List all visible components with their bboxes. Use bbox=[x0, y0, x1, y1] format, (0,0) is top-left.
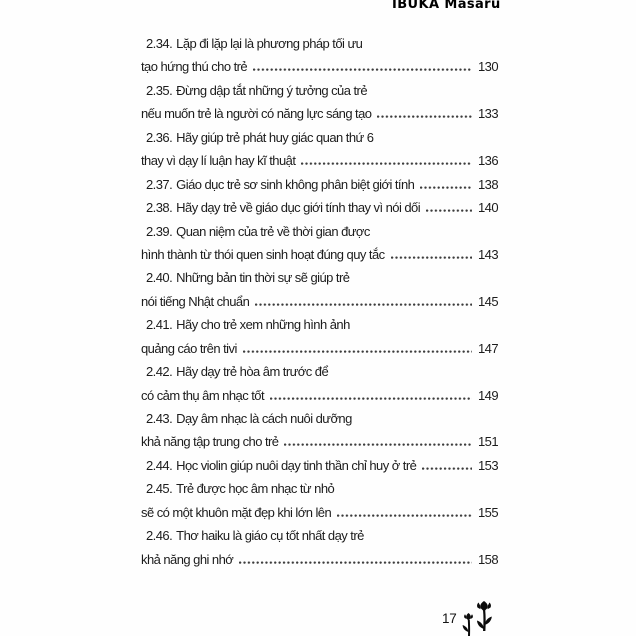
toc-entry bbox=[141, 200, 498, 223]
toc-entry-line-continuation bbox=[141, 388, 498, 411]
toc-entry-line-continuation bbox=[141, 106, 498, 129]
entry-title-text: Đừng dập tắt những ý tưởng của trẻ bbox=[176, 82, 368, 98]
entry-page-number: 145 bbox=[477, 293, 498, 309]
entry-page-number: 155 bbox=[477, 504, 498, 520]
entry-text-group bbox=[146, 224, 370, 239]
toc-entry-line-first bbox=[141, 528, 498, 551]
table-of-contents bbox=[141, 36, 498, 575]
entry-text-group bbox=[141, 341, 237, 356]
toc-entry bbox=[141, 364, 498, 411]
entry-page-number: 151 bbox=[477, 434, 498, 450]
dotted-leader bbox=[426, 208, 472, 212]
entry-title-text: nếu muốn trẻ là người có năng lực sáng tạo bbox=[141, 106, 372, 122]
entry-title-text: nói tiếng Nhật chuẩn bbox=[141, 293, 250, 309]
entry-text-group bbox=[146, 83, 367, 98]
toc-entry-line-first bbox=[141, 36, 498, 59]
entry-title-text: Quan niệm của trẻ về thời gian được bbox=[176, 223, 370, 239]
dotted-leader bbox=[284, 442, 471, 446]
entry-number: 2.46. bbox=[146, 528, 173, 544]
entry-title-text: Học violin giúp nuôi dạy tinh thần chỉ huy ở trẻ bbox=[176, 457, 417, 473]
entry-text-group bbox=[146, 36, 362, 51]
entry-title-text: Lặp đi lặp lại là phương pháp tối ưu bbox=[176, 36, 363, 51]
toc-entry-line-continuation bbox=[141, 294, 498, 317]
entry-title-text: quảng cáo trên tivi bbox=[141, 340, 237, 356]
entry-text-group bbox=[146, 481, 334, 496]
page-footer bbox=[442, 601, 495, 636]
entry-text-group bbox=[146, 317, 350, 332]
toc-entry-line-first bbox=[141, 364, 498, 387]
entry-number: 2.35. bbox=[146, 82, 173, 98]
entry-text-group bbox=[146, 200, 420, 215]
toc-entry bbox=[141, 83, 498, 130]
toc-entry-line-continuation bbox=[141, 153, 498, 176]
entry-page-number: 136 bbox=[477, 153, 498, 169]
entry-title-text: Giáo dục trẻ sơ sinh không phân biệt giới tính bbox=[176, 176, 415, 192]
entry-text-group bbox=[141, 153, 295, 168]
entry-title-text: Hãy dạy trẻ hòa âm trước để bbox=[176, 364, 329, 380]
entry-text-group bbox=[146, 458, 416, 473]
toc-entry bbox=[141, 528, 498, 575]
toc-entry-line-continuation bbox=[141, 59, 498, 82]
toc-entry-line-first bbox=[141, 411, 498, 434]
entry-page-number: 138 bbox=[477, 176, 498, 192]
header-author: IBUKA Masaru bbox=[392, 0, 501, 12]
entry-text-group bbox=[141, 294, 249, 309]
entry-title-text: tạo hứng thú cho trẻ bbox=[141, 59, 248, 75]
toc-entry bbox=[141, 36, 498, 83]
toc-entry-line-first bbox=[141, 130, 498, 153]
entry-page-number: 140 bbox=[477, 200, 498, 216]
folio-page-number: 17 bbox=[442, 611, 457, 626]
dotted-leader bbox=[420, 185, 472, 189]
entry-number: 2.40. bbox=[146, 270, 173, 286]
entry-text-group bbox=[146, 130, 373, 145]
entry-title-text: Những bản tin thời sự sẽ giúp trẻ bbox=[176, 270, 350, 286]
entry-number: 2.44. bbox=[146, 457, 173, 473]
entry-text-group bbox=[146, 270, 349, 285]
toc-entry bbox=[141, 224, 498, 271]
toc-entry-line-first bbox=[141, 317, 498, 340]
entry-number: 2.43. bbox=[146, 411, 173, 426]
dotted-leader bbox=[270, 396, 472, 400]
toc-entry bbox=[141, 481, 498, 528]
entry-text-group bbox=[141, 552, 233, 567]
entry-page-number: 158 bbox=[477, 551, 498, 567]
toc-entry-line-continuation bbox=[141, 247, 498, 270]
entry-number: 2.38. bbox=[146, 200, 173, 216]
entry-title-text: Hãy giúp trẻ phát huy giác quan thứ 6 bbox=[176, 129, 374, 145]
toc-entry-line-first bbox=[141, 458, 498, 481]
entry-title-text: thay vì dạy lí luận hay kĩ thuật bbox=[141, 153, 296, 169]
entry-text-group bbox=[146, 528, 364, 543]
entry-page-number: 153 bbox=[477, 457, 498, 473]
entry-title-text: Dạy âm nhạc là cách nuôi dưỡng bbox=[176, 411, 352, 426]
dotted-leader bbox=[422, 466, 472, 470]
entry-number: 2.37. bbox=[146, 176, 173, 192]
entry-title-text: có cảm thụ âm nhạc tốt bbox=[141, 387, 265, 403]
toc-entry-line-first bbox=[141, 270, 498, 293]
toc-entry bbox=[141, 317, 498, 364]
toc-entry-line-first bbox=[141, 83, 498, 106]
dotted-leader bbox=[377, 114, 471, 118]
toc-entry-line-first bbox=[141, 177, 498, 200]
entry-page-number: 147 bbox=[477, 340, 498, 356]
entry-text-group bbox=[146, 411, 352, 426]
entry-page-number: 149 bbox=[477, 387, 498, 403]
entry-text-group bbox=[141, 59, 247, 74]
dotted-leader bbox=[337, 513, 472, 517]
entry-text-group bbox=[141, 247, 385, 262]
entry-title-text: hình thành từ thói quen sinh hoạt đúng quy tắc bbox=[141, 246, 385, 262]
dotted-leader bbox=[239, 560, 472, 564]
entry-text-group bbox=[141, 434, 278, 449]
entry-title-text: Hãy cho trẻ xem những hình ảnh bbox=[176, 317, 350, 333]
entry-title-text: khả năng ghi nhớ bbox=[141, 551, 234, 567]
toc-entry-line-continuation bbox=[141, 552, 498, 575]
entry-title-text: Trẻ được học âm nhạc từ nhỏ bbox=[176, 481, 335, 497]
entry-title-text: Hãy dạy trẻ về giáo dục giới tính thay vì nói dối bbox=[176, 200, 421, 216]
entry-text-group bbox=[141, 505, 331, 520]
toc-entry-line-first bbox=[141, 481, 498, 504]
toc-entry bbox=[141, 458, 498, 481]
toc-entry-line-continuation bbox=[141, 341, 498, 364]
entry-text-group bbox=[146, 364, 328, 379]
entry-number: 2.42. bbox=[146, 364, 173, 380]
entry-title-text: sẽ có một khuôn mặt đẹp khi lớn lên bbox=[141, 504, 332, 520]
entry-title-text: Thơ haiku là giáo cụ tốt nhất dạy trẻ bbox=[176, 528, 364, 544]
entry-text-group bbox=[141, 106, 371, 121]
entry-number: 2.39. bbox=[146, 223, 173, 239]
toc-entry bbox=[141, 270, 498, 317]
entry-number: 2.36. bbox=[146, 129, 173, 145]
entry-page-number: 143 bbox=[477, 246, 498, 262]
entry-number: 2.34. bbox=[146, 36, 173, 51]
toc-entry-line-continuation bbox=[141, 505, 498, 528]
toc-entry bbox=[141, 177, 498, 200]
dotted-leader bbox=[253, 67, 472, 71]
entry-page-number: 130 bbox=[477, 59, 498, 75]
toc-entry-line-first bbox=[141, 224, 498, 247]
toc-entry bbox=[141, 411, 498, 458]
entry-number: 2.41. bbox=[146, 317, 173, 333]
entry-text-group bbox=[141, 388, 264, 403]
toc-entry bbox=[141, 130, 498, 177]
entry-text-group bbox=[146, 177, 414, 192]
plant-icon bbox=[459, 601, 495, 636]
dotted-leader bbox=[301, 161, 472, 165]
toc-entry-line-continuation bbox=[141, 434, 498, 457]
dotted-leader bbox=[255, 302, 472, 306]
dotted-leader bbox=[243, 349, 472, 353]
entry-number: 2.45. bbox=[146, 481, 173, 497]
entry-page-number: 133 bbox=[477, 106, 498, 122]
entry-title-text: khả năng tập trung cho trẻ bbox=[141, 434, 279, 450]
toc-entry-line-first bbox=[141, 200, 498, 223]
dotted-leader bbox=[391, 255, 472, 259]
